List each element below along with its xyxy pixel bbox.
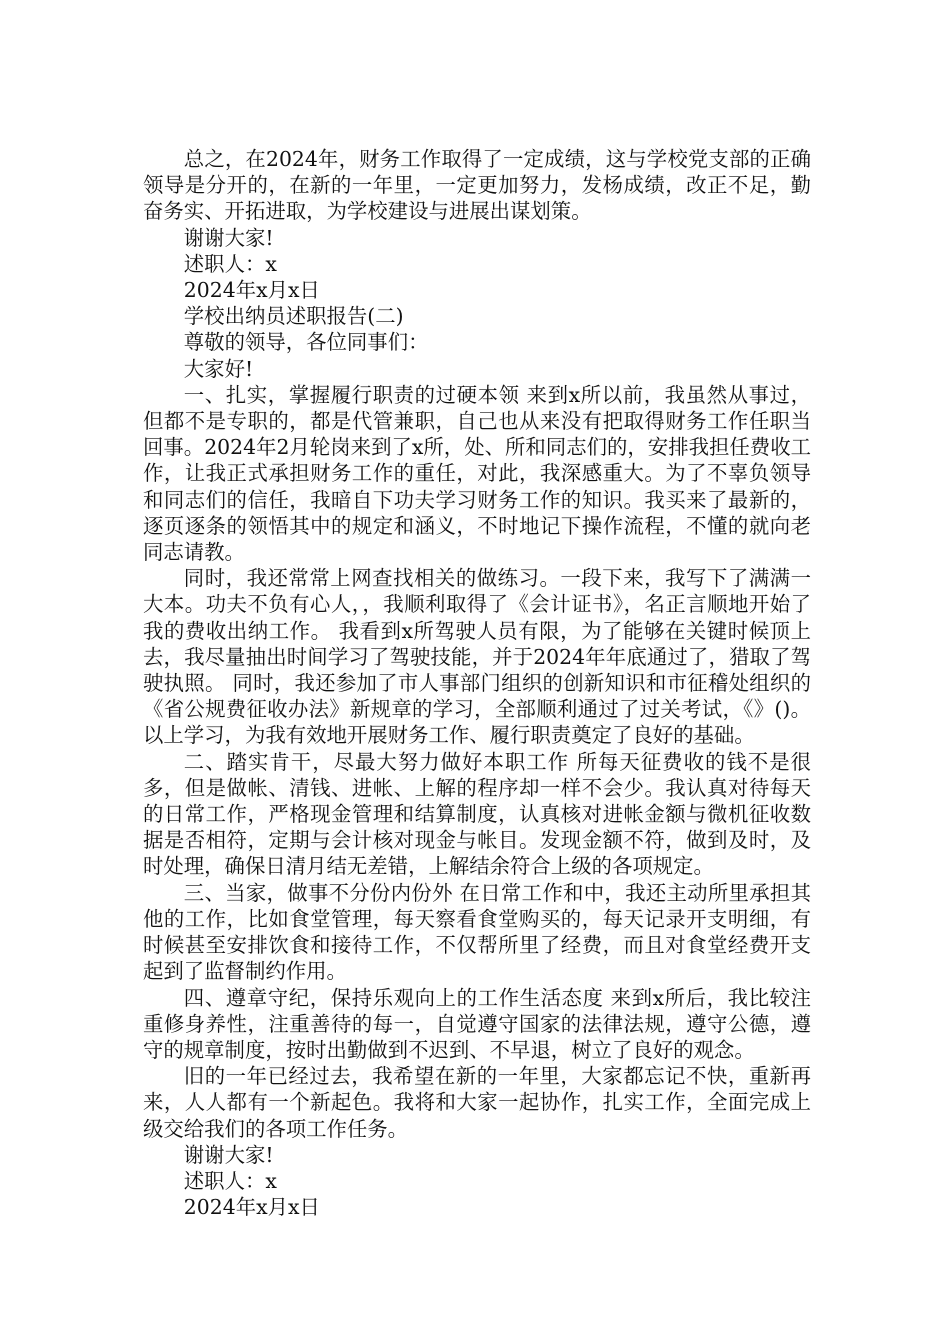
paragraph: 谢谢大家!	[183, 225, 274, 250]
paragraph: 2024年x月x日	[183, 278, 320, 303]
paragraph: 述职人：x	[183, 1168, 277, 1193]
paragraph: 学校出纳员述职报告(二)	[183, 304, 404, 329]
paragraph: 三、当家，做事不分份内份外 在日常工作和中，我还主动所里承担其他的工作，比如食堂管理，每天察看食堂购买的，每天记录开支明细，有时候甚至安排饮食和接待工作，不仅帮所里了经费，而且对食堂经费开支起到了监督制约作用。	[143, 880, 811, 984]
paragraph: 谢谢大家!	[183, 1142, 274, 1167]
document-body	[143, 146, 811, 1220]
paragraph: 二、踏实肯干，尽最大努力做好本职工作 所每天征费收的钱不是很多，但是做帐、清钱、进帐、上解的程序却一样不会少。我认真对待每天的日常工作，严格现金管理和结算制度，认真核对进帐金额与微机征收数据是否相符，定期与会计核对现金与帐目。发现金额不符，做到及时，及时处理，确保日清月结无差错，上解结余符合上级的各项规定。	[143, 749, 811, 879]
paragraph: 总之，在2024年，财务工作取得了一定成绩，这与学校党支部的正确领导是分开的，在新的一年里，一定更加努力，发杨成绩，改正不足，勤奋务实、开拓进取，为学校建设与进展出谋划策。	[143, 147, 811, 224]
paragraph: 2024年x月x日	[183, 1195, 320, 1220]
paragraph: 一、扎实，掌握履行职责的过硬本领 来到x所以前，我虽然从事过，但都不是专职的，都是代管兼职，自己也从来没有把取得财务工作任职当回事。2024年2月轮岗来到了x所，处、所和同志们的，安排我担任费收工作，让我正式承担财务工作的重任，对此，我深感重大。为了不辜负领导和同志们的信任，我暗自下功夫学习财务工作的知识。我买来了最新的，逐页逐条的领悟其中的规定和涵义，不时地记下操作流程，不懂的就向老同志请教。	[143, 382, 811, 565]
paragraph: 述职人：x	[183, 251, 277, 276]
paragraph: 尊敬的领导，各位同事们：	[183, 330, 429, 355]
paragraph: 四、遵章守纪，保持乐观向上的工作生活态度 来到x所后，我比较注重修身养性，注重善待的每一，自觉遵守国家的法律法规，遵守公德，遵守的规章制度，按时出勤做到不迟到、不早退，树立了良好的观念。	[143, 985, 811, 1062]
paragraph: 旧的一年已经过去，我希望在新的一年里，大家都忘记不快，重新再来，人人都有一个新起色。我将和大家一起协作，扎实工作，全面完成上级交给我们的各项工作任务。	[143, 1064, 811, 1141]
paragraph: 同时，我还常常上网查找相关的做练习。一段下来，我写下了满满一大本。功夫不负有心人，，我顺利取得了《会计证书》，名正言顺地开始了我的费收出纳工作。 我看到x所驾驶人员有限，为了能够在关键时候顶上去，我尽量抽出时间学习了驾驶技能，并于2024年年底通过了，猎取了驾驶执照。 同时，我还参加了市人事部门组织的创新知识和市征稽处组织的《省公规费征收办法》新规章的学习，全部顺利通过了过关考试，《》()。 以上学习，为我有效地开展财务工作、履行职责奠定了良好的基础。	[143, 566, 811, 748]
paragraph: 大家好!	[183, 356, 254, 381]
